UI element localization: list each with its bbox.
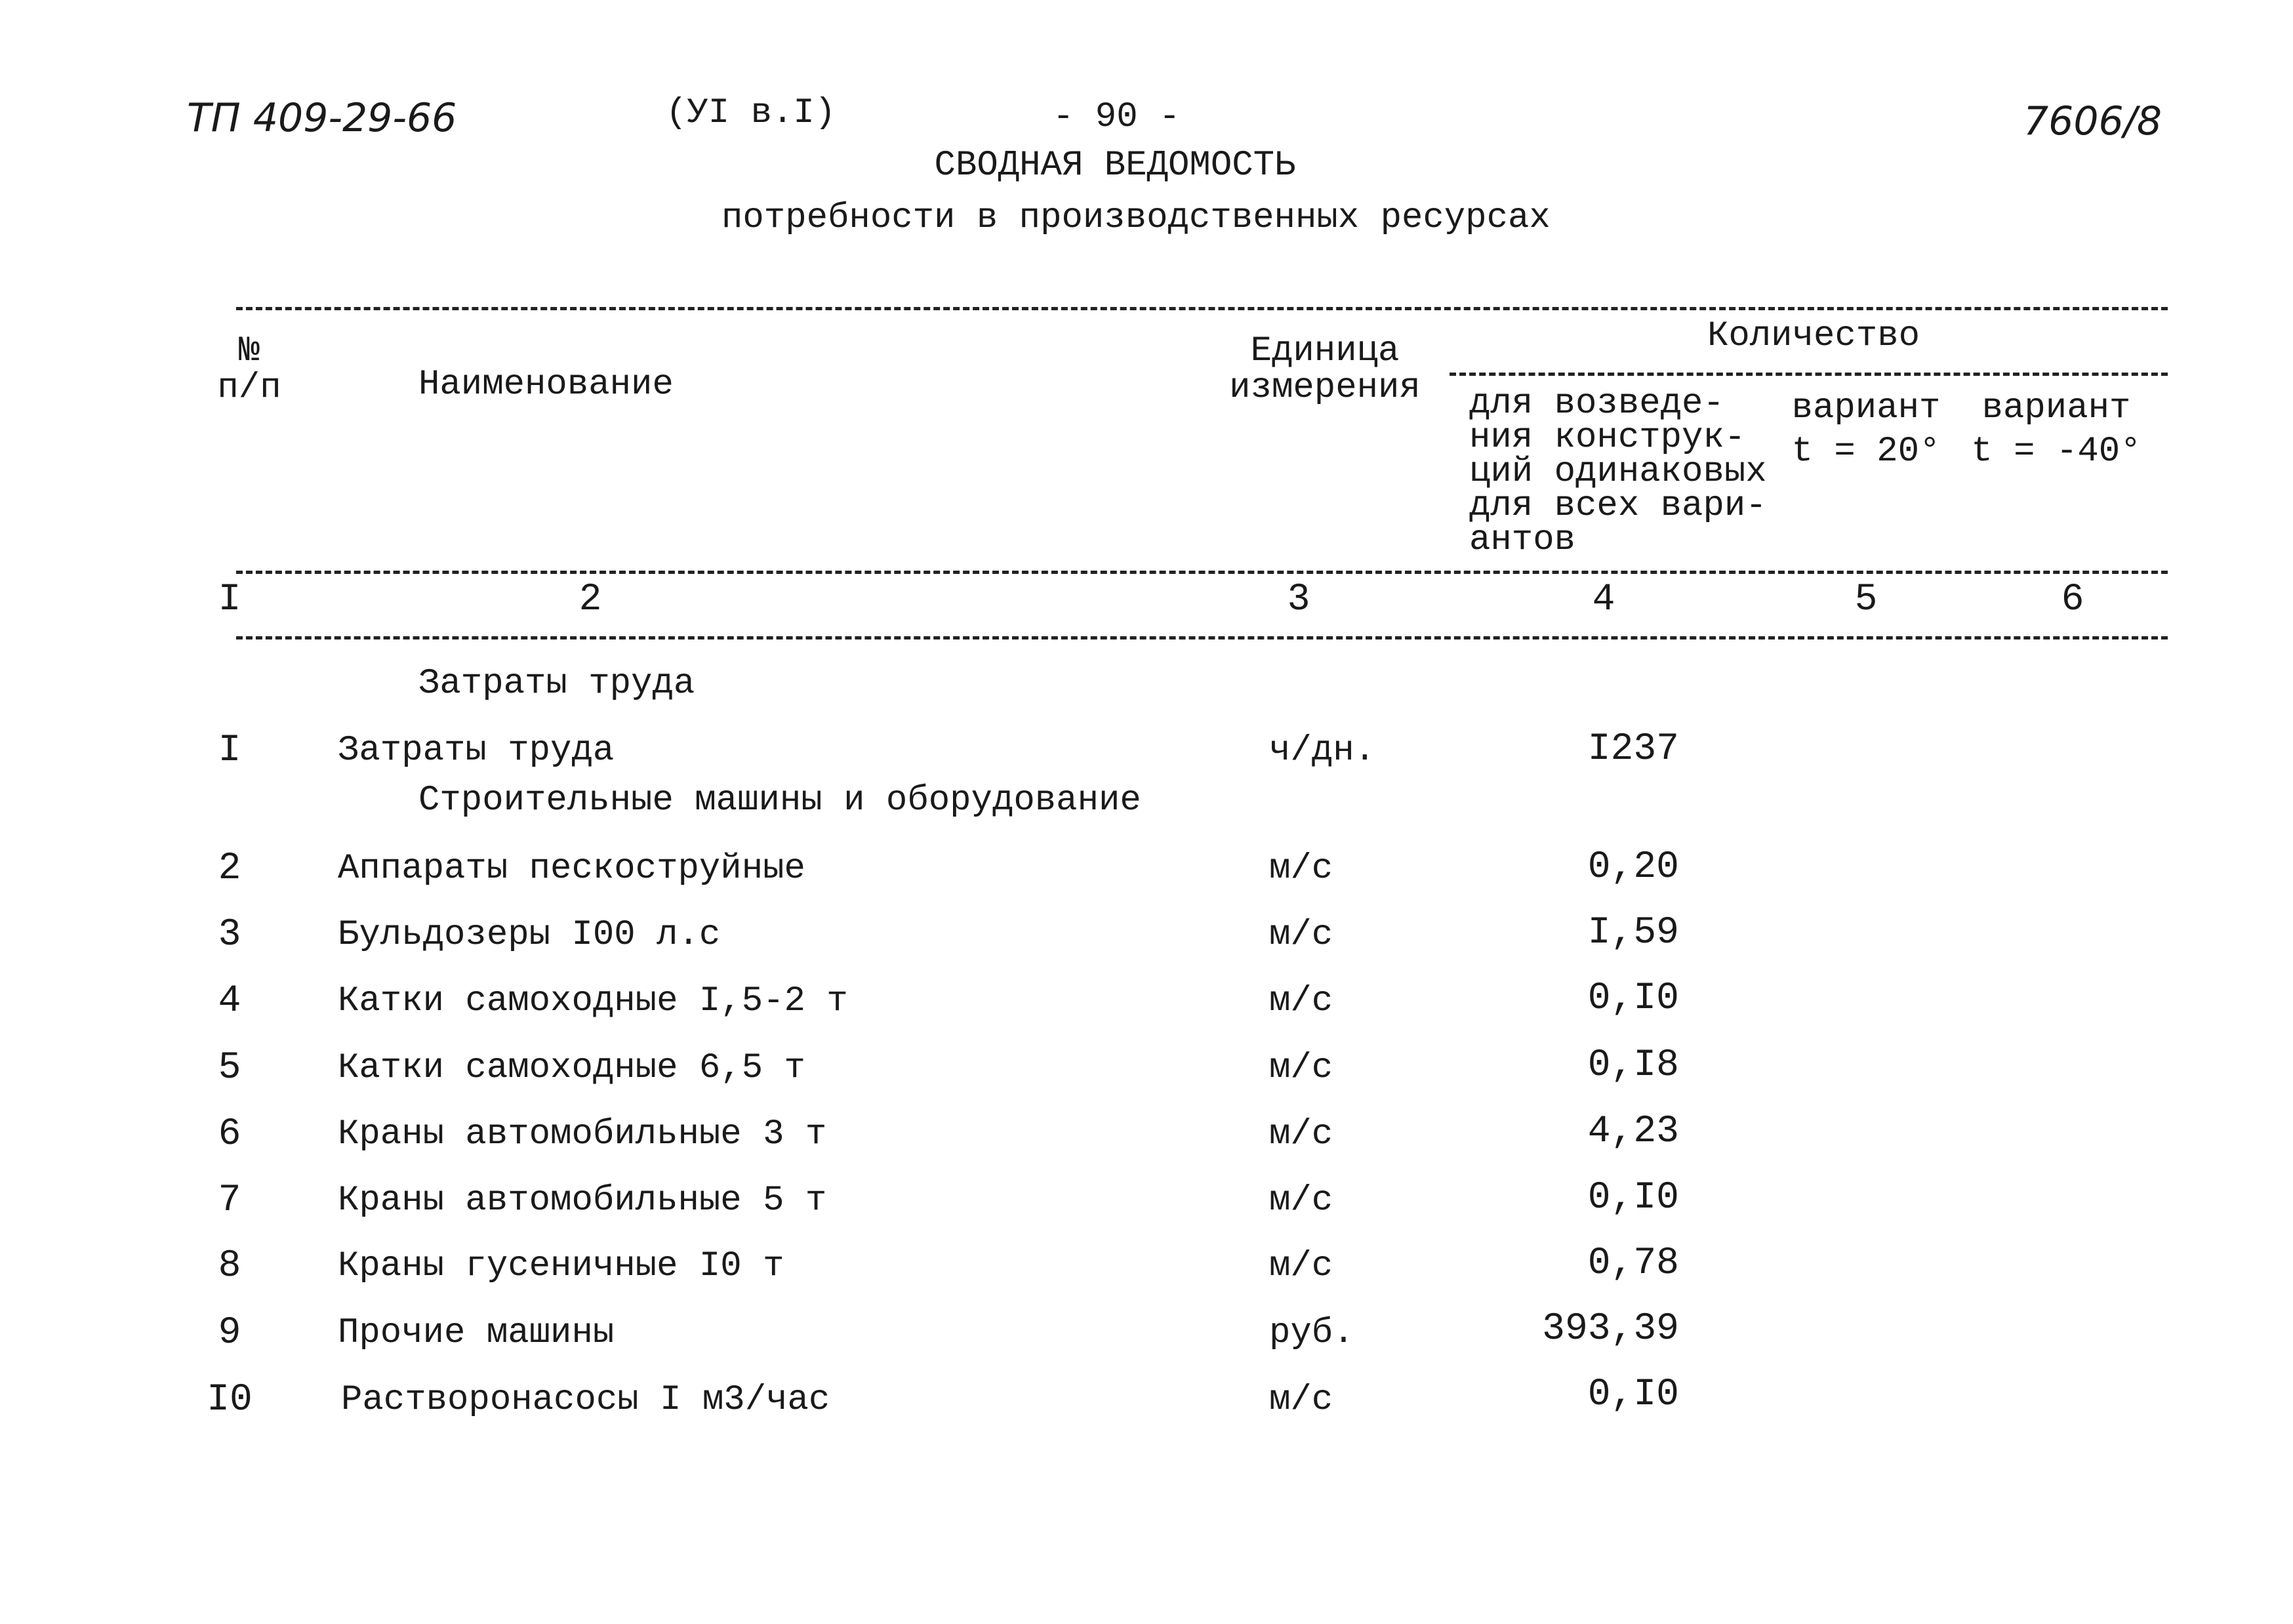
page-number: - 90 - [1053, 97, 1181, 137]
column-number-3: 3 [1287, 579, 1310, 621]
row-unit: м/с [1269, 1114, 1333, 1154]
row-quantity: 393,39 [1542, 1308, 1679, 1350]
row-number: I0 [207, 1379, 253, 1421]
column-header-common-quantity: для возведе- ния конструк- ций одинаковых для всех вари- антов [1469, 384, 1767, 560]
row-quantity: I237 [1587, 728, 1679, 771]
row-name: Аппараты пескоструйные [338, 849, 805, 889]
row-number: 5 [218, 1047, 241, 1089]
row-number: 2 [218, 847, 241, 890]
section-heading-labor: Затраты труда [418, 664, 695, 704]
row-quantity: 0,I0 [1587, 977, 1679, 1020]
column-number-1: I [218, 579, 241, 621]
quantity-subheader-rule [1450, 373, 2168, 376]
row-number: 8 [218, 1245, 241, 1288]
column-number-5: 5 [1854, 579, 1878, 621]
column-header-name: Наименование [418, 365, 674, 405]
column-header-quantity: Количество [1707, 316, 1920, 356]
row-number: 4 [218, 980, 241, 1023]
row-name: Краны гусеничные I0 т [338, 1246, 784, 1286]
column-number-2: 2 [578, 579, 602, 621]
row-quantity: 0,I8 [1587, 1044, 1679, 1087]
row-unit: ч/дн. [1269, 731, 1376, 771]
column-numbers-bottom-rule [236, 636, 2168, 639]
row-unit: м/с [1269, 1048, 1333, 1088]
column-header-variant-20: вариант t = 20° [1791, 388, 1941, 472]
row-name: Катки самоходные 6,5 т [338, 1048, 805, 1088]
column-number-6: 6 [2061, 579, 2084, 621]
sheet-reference: 7606/8 [2023, 98, 2162, 144]
row-unit: м/с [1269, 1380, 1333, 1420]
row-number: 3 [218, 914, 241, 956]
row-unit: м/с [1269, 849, 1333, 889]
row-name: Растворонасосы I м3/час [341, 1380, 830, 1420]
row-unit: м/с [1269, 981, 1333, 1021]
column-header-variant-minus40: вариант t = -40° [1971, 388, 2141, 472]
row-quantity: 0,I0 [1587, 1177, 1679, 1219]
row-name: Затраты труда [338, 731, 615, 771]
row-quantity: 0,78 [1587, 1242, 1679, 1285]
row-number: I [218, 729, 241, 772]
row-quantity: 0,20 [1587, 846, 1679, 889]
row-unit: м/с [1269, 915, 1333, 955]
row-unit: м/с [1269, 1246, 1333, 1286]
column-header-unit: Единица измерения [1229, 331, 1421, 408]
volume-label: (УI в.I) [666, 93, 836, 133]
row-name: Краны автомобильные 3 т [338, 1114, 827, 1154]
column-header-number: № п/п [217, 331, 281, 408]
document-code: ТП 409-29-66 [187, 95, 457, 141]
table-top-rule [236, 307, 2168, 310]
row-number: 6 [218, 1113, 241, 1156]
row-quantity: 0,I0 [1587, 1373, 1679, 1416]
row-number: 7 [218, 1179, 241, 1222]
row-name: Катки самоходные I,5-2 т [338, 981, 848, 1021]
row-name: Краны автомобильные 5 т [338, 1181, 827, 1221]
column-number-4: 4 [1592, 579, 1615, 621]
column-numbers-top-rule [236, 571, 2168, 574]
document-subtitle: потребности в производственных ресурсах [721, 198, 1551, 238]
row-unit: руб. [1269, 1313, 1354, 1353]
row-name: Бульдозеры I00 л.с [338, 915, 721, 955]
section-heading-machines: Строительные машины и оборудование [418, 781, 1141, 821]
row-unit: м/с [1269, 1181, 1333, 1221]
row-number: 9 [218, 1312, 241, 1354]
row-name: Прочие машины [338, 1313, 615, 1353]
document-title: СВОДНАЯ ВЕДОМОСТЬ [934, 146, 1296, 186]
row-quantity: I,59 [1587, 912, 1679, 954]
row-quantity: 4,23 [1587, 1110, 1679, 1153]
